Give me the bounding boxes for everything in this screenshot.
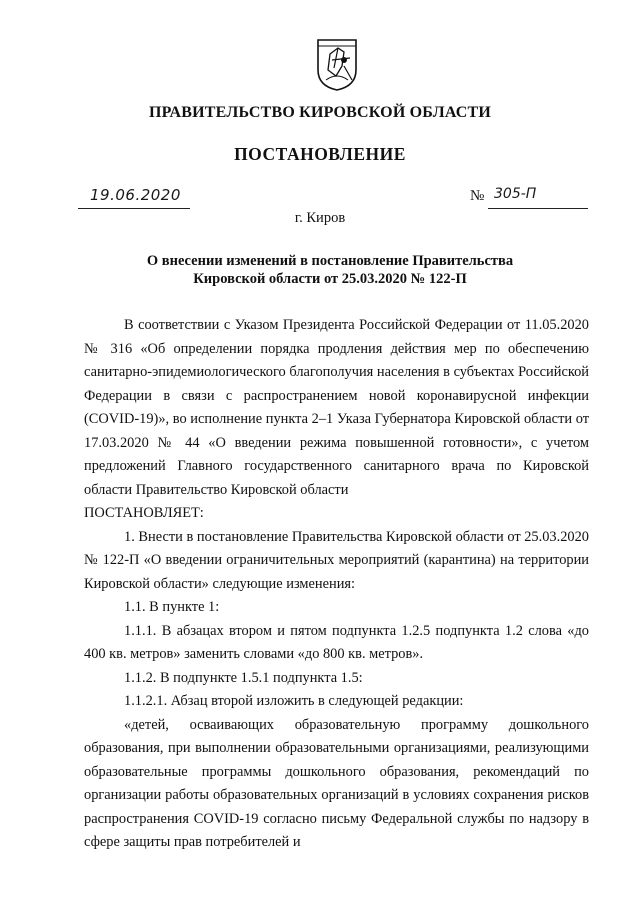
paragraph-resolves: ПОСТАНОВЛЯЕТ: — [84, 505, 204, 521]
paragraph-item-1: 1. Внести в постановление Правительства Кировской области от 25.03.2020 № 122-П «О введении ограничительных мероприятий (карантина) на территории Кировской области» следующие изменения: — [84, 528, 589, 592]
document-subject — [120, 252, 540, 288]
organization-title: ПРАВИТЕЛЬСТВО КИРОВСКОЙ ОБЛАСТИ — [148, 104, 492, 121]
paragraph-item-1-1: 1.1. В пункте 1: — [124, 599, 220, 615]
document-date-field — [78, 188, 190, 209]
paragraph-item-1-1-1: 1.1.1. В абзацах втором и пятом подпункта 1.2.5 подпункта 1.2 слова «до 400 кв. метров» заменить словами «до 800 кв. метров». — [84, 622, 589, 662]
document-date: 19.06.2020 — [90, 186, 181, 204]
document-body — [84, 314, 589, 855]
document-number-label: № — [470, 188, 485, 204]
paragraph-item-1-1-2: 1.1.2. В подпункте 1.5.1 подпункта 1.5: — [124, 669, 363, 686]
document-type-title: ПОСТАНОВЛЕНИЕ — [234, 144, 406, 164]
paragraph-item-1-1-2-1: 1.1.2.1. Абзац второй изложить в следующей редакции: — [124, 693, 464, 709]
document-city: г. Киров — [294, 210, 346, 226]
document-number: 305-П — [494, 186, 537, 202]
subject-line-2: Кировской области от 25.03.2020 № 122-П — [193, 271, 467, 287]
subject-line-1: О внесении изменений в постановление Правительства — [146, 253, 514, 269]
document-number-field — [488, 188, 588, 209]
paragraph-quoted-text: «детей, осваивающих образовательную программу дошкольного образования, при выполнении образовательными организациями, реализующими образовательные программы дошкольного образования, рекомендаций по организации работы образовательных организаций в условиях сохранения рисков распространения COVID-19 согласно письму Федеральной службы по надзору в сфере защиты прав потребителей и — [84, 716, 589, 850]
paragraph-preamble: В соответствии с Указом Президента Российской Федерации от 11.05.2020 № 316 «Об определении порядка продления действия мер по обеспечению санитарно-эпидемиологического благополучия населения в субъектах Российской Федерации в связи с распространением новой коронавирусной инфекции (COVID-19)», во исполнение пункта 2–1 Указа Губернатора Кировской области от 17.03.2020 № 44 «О введении режима повышенной готовности», с учетом предложений Главного государственного санитарного врача по Кировской области Правительство Кировской области — [84, 317, 589, 498]
coat-of-arms-icon — [314, 36, 360, 92]
